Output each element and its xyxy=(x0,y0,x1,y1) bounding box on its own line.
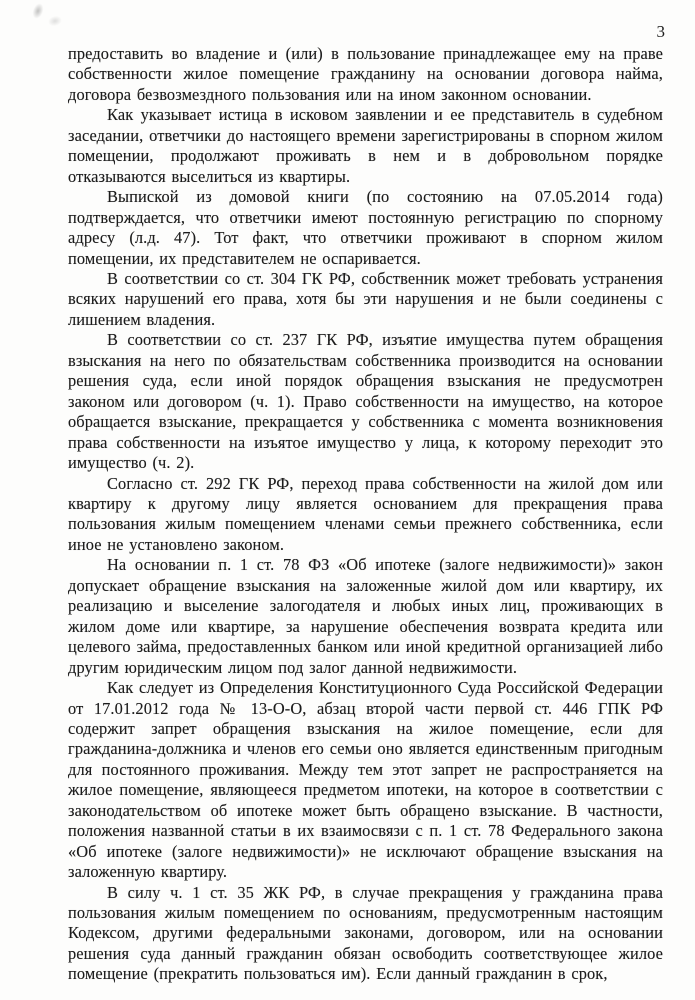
paragraph: Согласно ст. 292 ГК РФ, переход права собственности на жилой дом или квартиру к другому лицу является основанием для прекращения права пользования жилым помещением членами семьи прежнего собственника, если иное не установлено законом. xyxy=(68,473,663,554)
paragraph: Выпиской из домовой книги (по состоянию на 07.05.2014 года) подтверждается, что ответчики имеют постоянную регистрацию по спорному адресу (л.д. 47). Тот факт, что ответчики проживают в спорном жилом помещении, их представителем не оспаривается. xyxy=(68,187,663,268)
paragraph: В соответствии со ст. 304 ГК РФ, собственник может требовать устранения всяких нарушений его права, хотя бы эти нарушения и не были соединены с лишением владения. xyxy=(68,268,663,329)
paragraph: В силу ч. 1 ст. 35 ЖК РФ, в случае прекращения у гражданина права пользования жилым помещением по основаниям, предусмотренным настоящим Кодексом, другими федеральными законами, договором, или на основании решения суда данный гражданин обязан освободить соответствующее жилое помещение (прекратить пользоваться им). Если данный гражданин в срок, xyxy=(68,882,663,984)
scan-smudge xyxy=(47,14,63,27)
page-number: 3 xyxy=(656,22,665,41)
paragraph: На основании п. 1 ст. 78 ФЗ «Об ипотеке (залоге недвижимости)» закон допускает обращение взыскания на заложенные жилой дом или квартиру, их реализацию и выселение залогодателя и любых иных лиц, проживающих в жилом доме или квартире, за нарушение обеспечения возврата кредита или целевого займа, предоставленных банком или иной кредитной организацией либо другим юридическим лицом под залог данной недвижимости. xyxy=(68,555,663,677)
paragraph: Как следует из Определения Конституционного Суда Российской Федерации от 17.01.2012 года № 13-О-О, абзац второй части первой ст. 446 ГПК РФ содержит запрет обращения взыскания на жилое помещение, если для гражданина-должника и членов его семьи оно является единственным пригодным для постоянного проживания. Между тем этот запрет не распространяется на жилое помещение, являющееся предметом ипотеки, на которое в соответствии с законодательством об ипотеке может быть обращено взыскание. В частности, положения названной статьи в их взаимосвязи с п. 1 ст. 78 Федерального закона «Об ипотеке (залоге недвижимости)» не исключают обращение взыскания на заложенную квартиру. xyxy=(68,678,663,882)
paragraph: предоставить во владение и (или) в пользование принадлежащее ему на праве собственности жилое помещение гражданину на основании договора найма, договора безвозмездного пользования или на ином законном основании. xyxy=(68,44,663,104)
paragraph: В соответствии со ст. 237 ГК РФ, изъятие имущества путем обращения взыскания на него по обязательствам собственника производится на основании решения суда, если иной порядок обращения взыскания не предусмотрен законом или договором (ч. 1). Право собственности на имущество, на которое обращается взыскание, прекращается у собственника с момента возникновения права собственности на изъятое имущество у лица, к которому переходит это имущество (ч. 2). xyxy=(68,330,663,473)
scan-smudge xyxy=(31,2,46,20)
document-body xyxy=(68,44,663,985)
paragraph: Как указывает истица в исковом заявлении и ее представитель в судебном заседании, ответчики до настоящего времени зарегистрированы в спорном жилом помещении, продолжают проживать в нем и в добровольном порядке отказываются выселиться из квартиры. xyxy=(68,105,663,186)
